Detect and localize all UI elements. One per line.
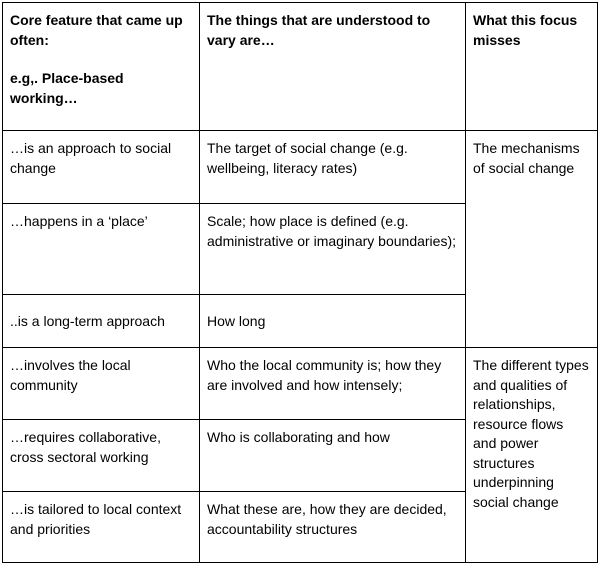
- varies-cell: Who is collaborating and how: [200, 420, 466, 492]
- header-misses-label: What this focus misses: [473, 12, 578, 48]
- header-cell-core-feature: [3, 3, 200, 131]
- feature-cell: …is an approach to social change: [3, 131, 200, 204]
- feature-cell: …involves the local community: [3, 348, 200, 420]
- varies-cell: How long: [200, 295, 466, 348]
- varies-cell: Who the local community is; how they are involved and how intensely;: [200, 348, 466, 420]
- header-cell-vary: [200, 3, 466, 131]
- feature-cell: ..is a long-term approach: [3, 295, 200, 348]
- misses-cell: The mechanisms of social change: [466, 131, 598, 348]
- table-row: [3, 348, 598, 420]
- varies-cell: What these are, how they are decided, accountability structures: [200, 492, 466, 563]
- header-row: [3, 3, 598, 131]
- header-vary-label: The things that are understood to vary are…: [207, 12, 431, 48]
- misses-cell: The different types and qualities of relationships, resource flows and power structures underpinning social change: [466, 348, 598, 563]
- header-core-feature-label: Core feature that came up often:: [10, 12, 183, 48]
- feature-cell: …requires collaborative, cross sectoral working: [3, 420, 200, 492]
- varies-cell: The target of social change (e.g. wellbeing, literacy rates): [200, 131, 466, 204]
- header-cell-misses: [466, 3, 598, 131]
- header-example-label: e.g,. Place-based working…: [10, 70, 124, 106]
- table-row: [3, 131, 598, 204]
- features-table: [2, 2, 598, 563]
- varies-cell: Scale; how place is defined (e.g. administrative or imaginary boundaries);: [200, 204, 466, 295]
- feature-cell: …is tailored to local context and priorities: [3, 492, 200, 563]
- header-spacer: [10, 50, 192, 69]
- feature-cell: …happens in a ‘place’: [3, 204, 200, 295]
